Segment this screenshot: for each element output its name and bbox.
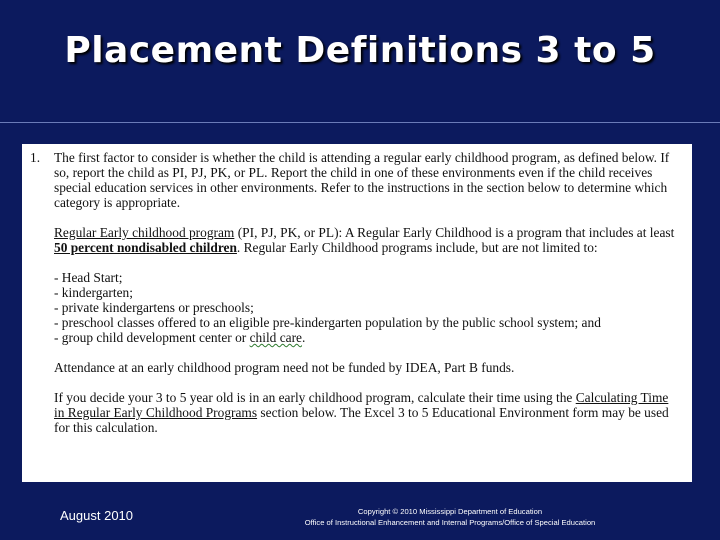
percent-emphasis: 50 percent nondisabled children	[54, 240, 237, 255]
slide-title: Placement Definitions 3 to 5	[64, 30, 656, 71]
definition-term: Regular Early childhood program	[54, 225, 235, 240]
list-item: - Head Start;	[54, 270, 123, 285]
footer-date: August 2010	[60, 508, 134, 523]
list-item: - group child development center or child care.	[54, 330, 306, 345]
title-divider	[0, 122, 720, 123]
program-list	[54, 270, 680, 345]
numbered-item	[30, 150, 680, 450]
footer-copyright: Copyright © 2010 Mississippi Department of Education Office of Instructional Enhancement and Internal Programs/Office of Special Education	[304, 507, 596, 527]
list-item: - preschool classes offered to an eligible pre-kindergarten population by the public school system; and	[54, 315, 601, 330]
paragraph-funding: Attendance at an early childhood program need not be funded by IDEA, Part B funds.	[54, 360, 515, 375]
paragraph-definition: Regular Early childhood program (PI, PJ, PK, or PL): A Regular Early Childhood is a program that includes at least 50 percent nondisabled children. Regular Early Childhood programs include, but are not limited to:	[54, 225, 675, 255]
list-item: - private kindergartens or preschools;	[54, 300, 254, 315]
item-body	[54, 150, 680, 450]
list-item: - kindergarten;	[54, 285, 133, 300]
item-number: 1.	[30, 150, 41, 165]
section-reference: Calculating Time in Regular Early Childhood Programs	[54, 390, 669, 420]
paragraph-calculation: If you decide your 3 to 5 year old is in an early childhood program, calculate their time using the Calculating Time in Regular Early Childhood Programs section below. The Excel 3 to 5 Educational Environment form may be used for this calculation.	[54, 390, 669, 435]
document-excerpt	[22, 144, 692, 482]
paragraph-factor: The first factor to consider is whether the child is attending a regular early childhood program, as defined below. If so, report the child as PI, PJ, PK, or PL. Report the child in one of these environments even if the child receives special education services in other environments. Refer to the instructions in the section below to determine which category is appropriate.	[54, 150, 670, 210]
